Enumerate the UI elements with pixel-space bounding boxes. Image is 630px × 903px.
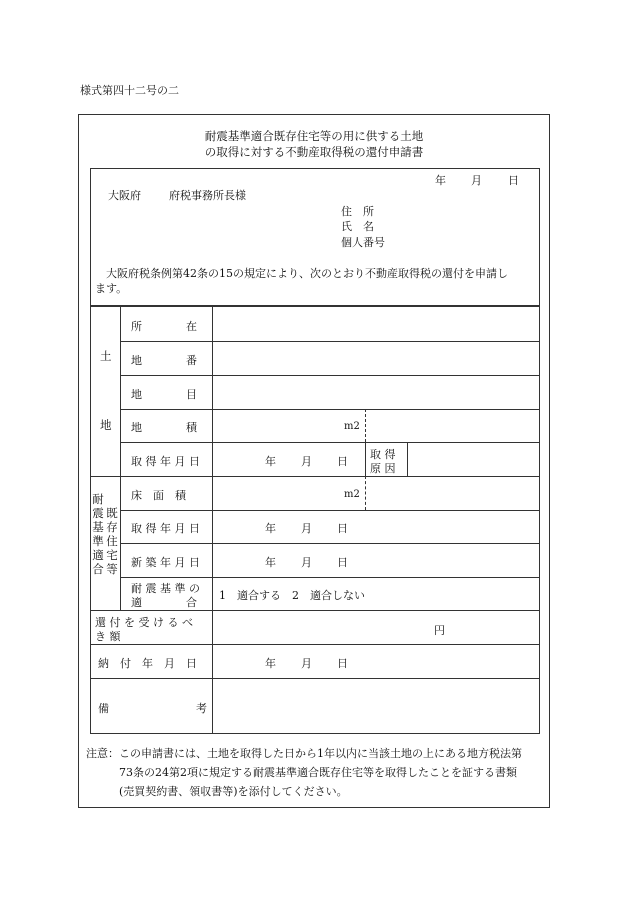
note-line-1: 注意：この申請書には、土地を取得した日から1年以内に当該土地の上にある地方税法第: [86, 747, 522, 760]
payment-month: 月: [301, 657, 312, 670]
floor-area-field[interactable]: [213, 477, 364, 509]
applicant-header-box: [90, 168, 540, 306]
land-category-label: 地 目: [131, 388, 197, 401]
construction-month: 月: [301, 556, 312, 569]
refund-amount-label-1: 還 付 を 受 け る べ: [95, 616, 193, 629]
refund-unit: 円: [434, 624, 445, 637]
location-field[interactable]: [213, 307, 539, 340]
land-acquisition-date-label: 取 得 年 月 日: [131, 455, 200, 468]
acquisition-reason-label-1: 取 得: [370, 448, 396, 461]
area-unit: m2: [344, 421, 360, 432]
remarks-label-2: 考: [196, 702, 207, 715]
area-label: 地 積: [131, 421, 197, 434]
remarks-label-1: 備: [98, 702, 109, 715]
housing-acq-day: 日: [337, 522, 348, 535]
addressee-office: 府税事務所長様: [169, 189, 246, 202]
refund-amount-field[interactable]: [213, 611, 539, 643]
refund-amount-label-2: き 額: [95, 630, 121, 643]
name-label: 氏 名: [341, 220, 374, 233]
floor-area-label: 床 面 積: [131, 489, 186, 502]
form-number: 様式第四十二号の二: [80, 84, 179, 97]
land-group-char-1: 土: [100, 349, 112, 363]
land-acq-year: 年: [265, 455, 276, 468]
housing-acquisition-date-label: 取 得 年 月 日: [131, 522, 200, 535]
payment-year: 年: [265, 657, 276, 670]
acquisition-reason-field[interactable]: [408, 443, 539, 475]
title-line-2: の取得に対する不動産取得税の還付申請書: [204, 145, 424, 159]
acquisition-reason-label-2: 原 因: [370, 462, 396, 475]
compliance-label-2: 適 合: [131, 596, 197, 609]
lot-number-field[interactable]: [213, 342, 539, 374]
payment-date-label: 納 付 年 月 日: [98, 657, 197, 670]
construction-day: 日: [337, 556, 348, 569]
land-acq-month: 月: [301, 455, 312, 468]
statement-line-2: ます。: [95, 282, 128, 295]
address-label: 住 所: [341, 205, 374, 218]
area-field[interactable]: [213, 410, 364, 441]
header-year: 年: [435, 174, 446, 187]
lot-number-label: 地 番: [131, 354, 197, 367]
compliance-options[interactable]: 1 適合する 2 適合しない: [219, 589, 365, 602]
housing-acq-month: 月: [301, 522, 312, 535]
addressee-prefecture: 大阪府: [108, 189, 141, 202]
form-title: [78, 128, 550, 160]
housing-group-outer-label: 耐震基準適合: [92, 492, 104, 576]
header-day: 日: [508, 174, 519, 187]
construction-date-label: 新 築 年 月 日: [131, 556, 200, 569]
land-category-field[interactable]: [213, 376, 539, 408]
housing-group-inner-label: 既存住宅等: [106, 506, 118, 576]
land-acq-day: 日: [337, 455, 348, 468]
location-label: 所 在: [131, 320, 197, 333]
compliance-label-1: 耐 震 基 準 の: [131, 582, 200, 595]
remarks-field[interactable]: [213, 679, 539, 733]
note: [86, 744, 546, 801]
title-line-1: 耐震基準適合既存住宅等の用に供する土地: [204, 129, 424, 143]
payment-day: 日: [337, 657, 348, 670]
floor-area-unit: m2: [344, 489, 360, 500]
construction-year: 年: [265, 556, 276, 569]
note-line-3: (売買契約書、領収書等)を添付してください。: [119, 785, 348, 798]
housing-acq-year: 年: [265, 522, 276, 535]
note-line-2: 73条の24第2項に規定する耐震基準適合既存住宅等を取得したことを証する書類: [119, 766, 517, 779]
statement-line-1: 大阪府税条例第42条の15の規定により、次のとおり不動産取得税の還付を申請し: [106, 267, 508, 280]
land-group-char-2: 地: [100, 418, 112, 432]
header-month: 月: [471, 174, 482, 187]
personal-number-label: 個人番号: [341, 236, 385, 249]
